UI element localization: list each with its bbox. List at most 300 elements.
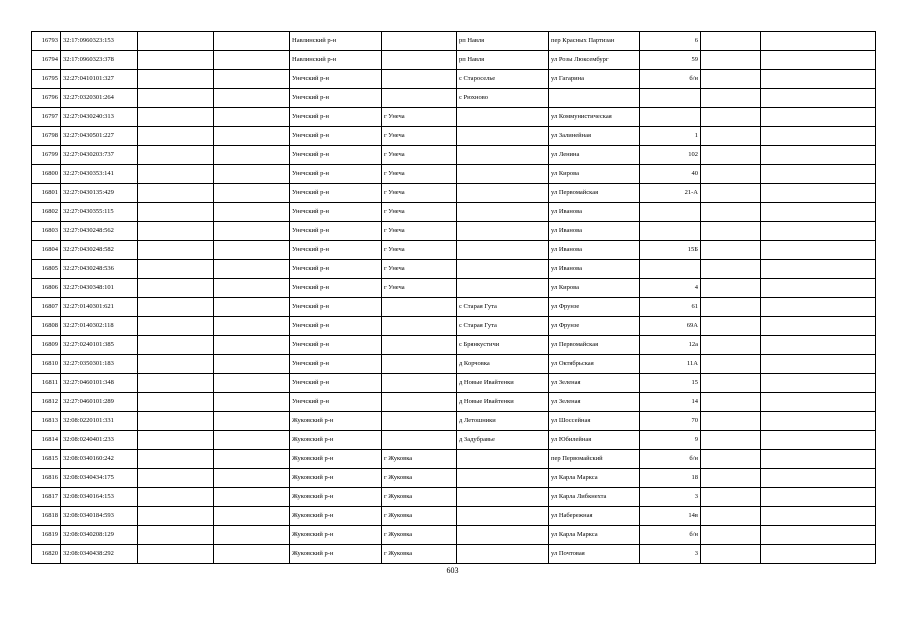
cell-blank-column-b bbox=[214, 70, 290, 89]
cell-settlement bbox=[457, 545, 549, 564]
cell-street: пер Красных Партизан bbox=[549, 32, 640, 51]
cell-blank-column-c bbox=[701, 488, 761, 507]
cell-city: г Унеча bbox=[382, 260, 457, 279]
registry-table bbox=[31, 31, 876, 564]
cell-city: г Унеча bbox=[382, 127, 457, 146]
cell-street: ул Фрунзе bbox=[549, 298, 640, 317]
cell-street: ул Карла Маркса bbox=[549, 526, 640, 545]
cell-street: ул Юбилейная bbox=[549, 431, 640, 450]
cell-blank-column-a bbox=[138, 488, 214, 507]
cell-city: г Унеча bbox=[382, 184, 457, 203]
cell-blank-column-c bbox=[701, 146, 761, 165]
table-row bbox=[32, 431, 876, 450]
cell-house-number: 12а bbox=[640, 336, 701, 355]
cell-street: ул Иванова bbox=[549, 241, 640, 260]
table-row bbox=[32, 317, 876, 336]
cell-blank-column-d bbox=[761, 507, 876, 526]
page-number: 603 bbox=[446, 566, 459, 575]
cell-blank-column-b bbox=[214, 184, 290, 203]
cell-cadastral-number: 32:27:0430248:536 bbox=[61, 260, 138, 279]
cell-record-number: 16820 bbox=[32, 545, 61, 564]
table-row bbox=[32, 507, 876, 526]
cell-blank-column-b bbox=[214, 279, 290, 298]
cell-record-number: 16804 bbox=[32, 241, 61, 260]
cell-cadastral-number: 32:08:0220101:331 bbox=[61, 412, 138, 431]
cell-record-number: 16802 bbox=[32, 203, 61, 222]
cell-settlement: д Летошники bbox=[457, 412, 549, 431]
cell-street: ул Октябрьская bbox=[549, 355, 640, 374]
cell-district: Жуковский р-н bbox=[290, 469, 382, 488]
cell-blank-column-b bbox=[214, 336, 290, 355]
cell-city: г Жуковка bbox=[382, 545, 457, 564]
cell-district: Унечский р-н bbox=[290, 127, 382, 146]
cell-blank-column-c bbox=[701, 51, 761, 70]
cell-settlement bbox=[457, 279, 549, 298]
cell-settlement bbox=[457, 165, 549, 184]
cell-blank-column-a bbox=[138, 507, 214, 526]
cell-district: Навлинский р-н bbox=[290, 32, 382, 51]
cell-settlement bbox=[457, 526, 549, 545]
cell-settlement: рп Навля bbox=[457, 32, 549, 51]
cell-cadastral-number: 32:08:0340434:175 bbox=[61, 469, 138, 488]
cell-street: ул Первомайская bbox=[549, 184, 640, 203]
cell-blank-column-b bbox=[214, 431, 290, 450]
cell-blank-column-a bbox=[138, 412, 214, 431]
cell-blank-column-b bbox=[214, 241, 290, 260]
table-row bbox=[32, 260, 876, 279]
table-row bbox=[32, 298, 876, 317]
cell-blank-column-b bbox=[214, 108, 290, 127]
cell-blank-column-b bbox=[214, 469, 290, 488]
cell-blank-column-a bbox=[138, 545, 214, 564]
cell-blank-column-d bbox=[761, 431, 876, 450]
cell-record-number: 16815 bbox=[32, 450, 61, 469]
cell-cadastral-number: 32:27:0430355:115 bbox=[61, 203, 138, 222]
cell-record-number: 16799 bbox=[32, 146, 61, 165]
table-row bbox=[32, 51, 876, 70]
cell-street: ул Фрунзе bbox=[549, 317, 640, 336]
cell-record-number: 16816 bbox=[32, 469, 61, 488]
cell-blank-column-b bbox=[214, 203, 290, 222]
cell-settlement: с Старая Гута bbox=[457, 298, 549, 317]
cell-district: Унечский р-н bbox=[290, 70, 382, 89]
cell-blank-column-a bbox=[138, 127, 214, 146]
cell-record-number: 16809 bbox=[32, 336, 61, 355]
cell-street: ул Карла Либкнехта bbox=[549, 488, 640, 507]
cell-cadastral-number: 32:08:0340208:129 bbox=[61, 526, 138, 545]
cell-district: Унечский р-н bbox=[290, 336, 382, 355]
cell-district: Жуковский р-н bbox=[290, 450, 382, 469]
cell-blank-column-d bbox=[761, 89, 876, 108]
cell-blank-column-d bbox=[761, 241, 876, 260]
cell-blank-column-d bbox=[761, 165, 876, 184]
cell-cadastral-number: 32:27:0430248:562 bbox=[61, 222, 138, 241]
cell-cadastral-number: 32:27:0430135:429 bbox=[61, 184, 138, 203]
cell-street: ул Карла Маркса bbox=[549, 469, 640, 488]
cell-blank-column-c bbox=[701, 260, 761, 279]
cell-house-number: б/н bbox=[640, 526, 701, 545]
cell-cadastral-number: 32:27:0140302:118 bbox=[61, 317, 138, 336]
cell-house-number: 21-А bbox=[640, 184, 701, 203]
cell-house-number: 14 bbox=[640, 393, 701, 412]
cell-cadastral-number: 32:27:0430348:101 bbox=[61, 279, 138, 298]
cell-district: Унечский р-н bbox=[290, 184, 382, 203]
cell-city: г Унеча bbox=[382, 146, 457, 165]
cell-blank-column-d bbox=[761, 317, 876, 336]
cell-record-number: 16818 bbox=[32, 507, 61, 526]
cell-blank-column-a bbox=[138, 374, 214, 393]
cell-house-number: 3 bbox=[640, 545, 701, 564]
cell-blank-column-a bbox=[138, 431, 214, 450]
cell-street: ул Зеленая bbox=[549, 374, 640, 393]
registry-table-body bbox=[32, 32, 876, 564]
cell-record-number: 16798 bbox=[32, 127, 61, 146]
cell-blank-column-d bbox=[761, 336, 876, 355]
cell-settlement bbox=[457, 241, 549, 260]
cell-district: Унечский р-н bbox=[290, 222, 382, 241]
cell-settlement: д Новые Ивайтенки bbox=[457, 374, 549, 393]
cell-blank-column-c bbox=[701, 507, 761, 526]
cell-record-number: 16794 bbox=[32, 51, 61, 70]
cell-record-number: 16813 bbox=[32, 412, 61, 431]
table-row bbox=[32, 336, 876, 355]
cell-house-number: 40 bbox=[640, 165, 701, 184]
cell-blank-column-c bbox=[701, 412, 761, 431]
cell-house-number: б/н bbox=[640, 70, 701, 89]
cell-blank-column-a bbox=[138, 70, 214, 89]
cell-house-number: 102 bbox=[640, 146, 701, 165]
cell-district: Унечский р-н bbox=[290, 298, 382, 317]
cell-district: Унечский р-н bbox=[290, 203, 382, 222]
cell-street: ул Набережная bbox=[549, 507, 640, 526]
table-row bbox=[32, 32, 876, 51]
cell-district: Жуковский р-н bbox=[290, 545, 382, 564]
cell-street: пер Первомайский bbox=[549, 450, 640, 469]
cell-cadastral-number: 32:27:0430240:313 bbox=[61, 108, 138, 127]
cell-cadastral-number: 32:08:0340438:292 bbox=[61, 545, 138, 564]
cell-settlement: д Новые Ивайтенки bbox=[457, 393, 549, 412]
cell-street: ул Почтовая bbox=[549, 545, 640, 564]
cell-district: Жуковский р-н bbox=[290, 488, 382, 507]
cell-blank-column-a bbox=[138, 241, 214, 260]
cell-blank-column-c bbox=[701, 298, 761, 317]
cell-record-number: 16817 bbox=[32, 488, 61, 507]
cell-blank-column-d bbox=[761, 146, 876, 165]
cell-blank-column-a bbox=[138, 51, 214, 70]
table-row bbox=[32, 127, 876, 146]
table-row bbox=[32, 146, 876, 165]
cell-blank-column-b bbox=[214, 146, 290, 165]
cell-blank-column-c bbox=[701, 70, 761, 89]
cell-blank-column-c bbox=[701, 355, 761, 374]
cell-blank-column-c bbox=[701, 336, 761, 355]
cell-district: Жуковский р-н bbox=[290, 507, 382, 526]
cell-blank-column-c bbox=[701, 374, 761, 393]
cell-settlement bbox=[457, 488, 549, 507]
cell-street: ул Первомайская bbox=[549, 336, 640, 355]
cell-settlement bbox=[457, 203, 549, 222]
cell-blank-column-c bbox=[701, 431, 761, 450]
cell-record-number: 16814 bbox=[32, 431, 61, 450]
cell-settlement: с Старая Гута bbox=[457, 317, 549, 336]
cell-blank-column-b bbox=[214, 165, 290, 184]
table-row bbox=[32, 222, 876, 241]
cell-city: г Жуковка bbox=[382, 450, 457, 469]
cell-blank-column-c bbox=[701, 89, 761, 108]
cell-blank-column-b bbox=[214, 32, 290, 51]
cell-record-number: 16812 bbox=[32, 393, 61, 412]
cell-cadastral-number: 32:27:0350301:183 bbox=[61, 355, 138, 374]
cell-settlement bbox=[457, 507, 549, 526]
cell-cadastral-number: 32:27:0460101:348 bbox=[61, 374, 138, 393]
table-row bbox=[32, 241, 876, 260]
cell-settlement: с Старосельe bbox=[457, 70, 549, 89]
cell-cadastral-number: 32:27:0320301:264 bbox=[61, 89, 138, 108]
cell-city: г Жуковка bbox=[382, 488, 457, 507]
cell-city: г Унеча bbox=[382, 279, 457, 298]
cell-blank-column-a bbox=[138, 222, 214, 241]
table-row bbox=[32, 184, 876, 203]
cell-district: Унечский р-н bbox=[290, 241, 382, 260]
cell-blank-column-b bbox=[214, 374, 290, 393]
cell-settlement bbox=[457, 260, 549, 279]
cell-blank-column-a bbox=[138, 450, 214, 469]
cell-settlement bbox=[457, 146, 549, 165]
cell-blank-column-b bbox=[214, 412, 290, 431]
cell-record-number: 16810 bbox=[32, 355, 61, 374]
cell-blank-column-d bbox=[761, 469, 876, 488]
cell-city: г Унеча bbox=[382, 165, 457, 184]
cell-blank-column-c bbox=[701, 32, 761, 51]
table-row bbox=[32, 412, 876, 431]
cell-city bbox=[382, 298, 457, 317]
cell-blank-column-d bbox=[761, 260, 876, 279]
cell-district: Унечский р-н bbox=[290, 146, 382, 165]
cell-settlement bbox=[457, 108, 549, 127]
cell-city bbox=[382, 374, 457, 393]
cell-district: Навлинский р-н bbox=[290, 51, 382, 70]
cell-blank-column-d bbox=[761, 222, 876, 241]
cell-record-number: 16805 bbox=[32, 260, 61, 279]
cell-blank-column-c bbox=[701, 526, 761, 545]
cell-street: ул Залинейная bbox=[549, 127, 640, 146]
cell-house-number: 9 bbox=[640, 431, 701, 450]
cell-blank-column-a bbox=[138, 203, 214, 222]
cell-blank-column-a bbox=[138, 89, 214, 108]
cell-house-number: 14в bbox=[640, 507, 701, 526]
cell-blank-column-a bbox=[138, 298, 214, 317]
cell-record-number: 16807 bbox=[32, 298, 61, 317]
cell-blank-column-d bbox=[761, 184, 876, 203]
cell-blank-column-b bbox=[214, 545, 290, 564]
cell-blank-column-c bbox=[701, 108, 761, 127]
cell-blank-column-b bbox=[214, 355, 290, 374]
cell-district: Унечский р-н bbox=[290, 355, 382, 374]
cell-blank-column-a bbox=[138, 393, 214, 412]
cell-blank-column-b bbox=[214, 51, 290, 70]
cell-blank-column-d bbox=[761, 70, 876, 89]
cell-settlement bbox=[457, 127, 549, 146]
cell-blank-column-b bbox=[214, 298, 290, 317]
cell-house-number: 70 bbox=[640, 412, 701, 431]
table-row bbox=[32, 108, 876, 127]
cell-settlement: д Задубравье bbox=[457, 431, 549, 450]
cell-blank-column-b bbox=[214, 222, 290, 241]
cell-district: Унечский р-н bbox=[290, 165, 382, 184]
cell-district: Унечский р-н bbox=[290, 374, 382, 393]
cell-city bbox=[382, 317, 457, 336]
cell-settlement bbox=[457, 469, 549, 488]
cell-street: ул Иванова bbox=[549, 260, 640, 279]
table-row bbox=[32, 545, 876, 564]
cell-record-number: 16796 bbox=[32, 89, 61, 108]
cell-record-number: 16800 bbox=[32, 165, 61, 184]
table-row bbox=[32, 469, 876, 488]
cell-district: Жуковский р-н bbox=[290, 412, 382, 431]
cell-cadastral-number: 32:08:0340160:242 bbox=[61, 450, 138, 469]
cell-city bbox=[382, 393, 457, 412]
table-row bbox=[32, 374, 876, 393]
cell-blank-column-a bbox=[138, 355, 214, 374]
cell-house-number: б/н bbox=[640, 450, 701, 469]
table-row bbox=[32, 488, 876, 507]
cell-blank-column-c bbox=[701, 184, 761, 203]
cell-house-number: 11А bbox=[640, 355, 701, 374]
cell-record-number: 16797 bbox=[32, 108, 61, 127]
cell-street: ул Иванова bbox=[549, 203, 640, 222]
cell-blank-column-c bbox=[701, 469, 761, 488]
cell-district: Унечский р-н bbox=[290, 260, 382, 279]
cell-house-number: 15Б bbox=[640, 241, 701, 260]
cell-blank-column-b bbox=[214, 317, 290, 336]
cell-blank-column-d bbox=[761, 279, 876, 298]
cell-settlement: с Брянкустичи bbox=[457, 336, 549, 355]
cell-blank-column-d bbox=[761, 412, 876, 431]
table-row bbox=[32, 279, 876, 298]
cell-blank-column-d bbox=[761, 51, 876, 70]
cell-house-number: 15 bbox=[640, 374, 701, 393]
cell-street: ул Ленина bbox=[549, 146, 640, 165]
cell-settlement: рп Навля bbox=[457, 51, 549, 70]
table-row bbox=[32, 393, 876, 412]
cell-house-number: 1 bbox=[640, 127, 701, 146]
cell-city bbox=[382, 51, 457, 70]
table-row bbox=[32, 450, 876, 469]
cell-blank-column-a bbox=[138, 279, 214, 298]
cell-district: Унечский р-н bbox=[290, 393, 382, 412]
cell-blank-column-a bbox=[138, 317, 214, 336]
cell-district: Унечский р-н bbox=[290, 279, 382, 298]
cell-district: Унечский р-н bbox=[290, 89, 382, 108]
cell-house-number: 6 bbox=[640, 32, 701, 51]
cell-city: г Жуковка bbox=[382, 507, 457, 526]
cell-cadastral-number: 32:08:0340164:153 bbox=[61, 488, 138, 507]
cell-cadastral-number: 32:27:0430248:582 bbox=[61, 241, 138, 260]
table-row bbox=[32, 526, 876, 545]
cell-blank-column-c bbox=[701, 127, 761, 146]
cell-city: г Унеча bbox=[382, 108, 457, 127]
cell-blank-column-d bbox=[761, 450, 876, 469]
cell-district: Жуковский р-н bbox=[290, 431, 382, 450]
cell-blank-column-b bbox=[214, 260, 290, 279]
cell-street: ул Кирова bbox=[549, 279, 640, 298]
cell-city: г Унеча bbox=[382, 222, 457, 241]
cell-blank-column-d bbox=[761, 526, 876, 545]
cell-blank-column-b bbox=[214, 89, 290, 108]
cell-house-number bbox=[640, 222, 701, 241]
cell-city: г Жуковка bbox=[382, 526, 457, 545]
cell-cadastral-number: 32:27:0140301:621 bbox=[61, 298, 138, 317]
cell-blank-column-c bbox=[701, 545, 761, 564]
table-row bbox=[32, 70, 876, 89]
cell-settlement bbox=[457, 184, 549, 203]
cell-city bbox=[382, 70, 457, 89]
cell-record-number: 16801 bbox=[32, 184, 61, 203]
cell-district: Унечский р-н bbox=[290, 317, 382, 336]
cell-blank-column-c bbox=[701, 450, 761, 469]
cell-house-number: 4 bbox=[640, 279, 701, 298]
cell-city bbox=[382, 336, 457, 355]
table-row bbox=[32, 355, 876, 374]
cell-house-number: 18 bbox=[640, 469, 701, 488]
cell-street: ул Иванова bbox=[549, 222, 640, 241]
cell-blank-column-b bbox=[214, 393, 290, 412]
cell-blank-column-d bbox=[761, 108, 876, 127]
cell-blank-column-b bbox=[214, 526, 290, 545]
cell-record-number: 16819 bbox=[32, 526, 61, 545]
cell-city bbox=[382, 32, 457, 51]
cell-blank-column-d bbox=[761, 32, 876, 51]
cell-city: г Унеча bbox=[382, 241, 457, 260]
cell-city bbox=[382, 355, 457, 374]
cell-street bbox=[549, 89, 640, 108]
cell-settlement bbox=[457, 222, 549, 241]
cell-house-number: 61 bbox=[640, 298, 701, 317]
cell-house-number: 3 bbox=[640, 488, 701, 507]
cell-house-number bbox=[640, 203, 701, 222]
cell-blank-column-c bbox=[701, 203, 761, 222]
cell-house-number: 59 bbox=[640, 51, 701, 70]
cell-blank-column-c bbox=[701, 241, 761, 260]
cell-house-number bbox=[640, 260, 701, 279]
cell-blank-column-d bbox=[761, 127, 876, 146]
cell-city bbox=[382, 412, 457, 431]
cell-cadastral-number: 32:27:0240101:385 bbox=[61, 336, 138, 355]
cell-house-number: 69А bbox=[640, 317, 701, 336]
cell-cadastral-number: 32:27:0410101:327 bbox=[61, 70, 138, 89]
table-row bbox=[32, 165, 876, 184]
cell-blank-column-c bbox=[701, 165, 761, 184]
cell-blank-column-b bbox=[214, 488, 290, 507]
cell-blank-column-a bbox=[138, 184, 214, 203]
cell-blank-column-a bbox=[138, 32, 214, 51]
cell-blank-column-a bbox=[138, 336, 214, 355]
cell-blank-column-d bbox=[761, 488, 876, 507]
cell-city: г Жуковка bbox=[382, 469, 457, 488]
cell-blank-column-d bbox=[761, 203, 876, 222]
cell-city bbox=[382, 89, 457, 108]
cell-blank-column-b bbox=[214, 127, 290, 146]
cell-record-number: 16793 bbox=[32, 32, 61, 51]
cell-street: ул Розы Люксембург bbox=[549, 51, 640, 70]
cell-district: Унечский р-н bbox=[290, 108, 382, 127]
cell-street: ул Зеленая bbox=[549, 393, 640, 412]
cell-cadastral-number: 32:27:0430501:227 bbox=[61, 127, 138, 146]
cell-record-number: 16806 bbox=[32, 279, 61, 298]
cell-house-number bbox=[640, 89, 701, 108]
cell-blank-column-c bbox=[701, 279, 761, 298]
cell-blank-column-a bbox=[138, 526, 214, 545]
